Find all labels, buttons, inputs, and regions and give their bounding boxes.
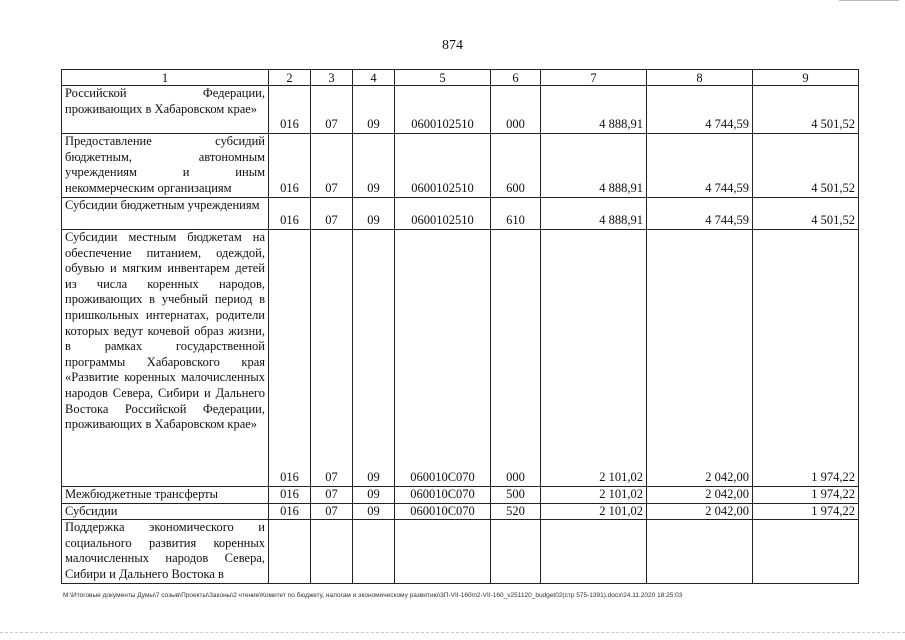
cell-expense-type: 500 [491,487,541,504]
cell-section [311,520,353,583]
cell-ministry-code: 016 [269,503,311,520]
table-row [62,487,859,504]
cell-target-article: 0600102510 [395,86,491,134]
budget-table [61,69,859,584]
cell-subsection: 09 [353,198,395,230]
cell-ministry-code: 016 [269,134,311,198]
cell-amount-year2: 4 744,59 [647,134,753,198]
cell-amount-year1 [541,520,647,583]
cell-ministry-code: 016 [269,230,311,487]
cell-section: 07 [311,503,353,520]
cell-section: 07 [311,487,353,504]
cell-amount-year3: 4 501,52 [753,86,859,134]
column-header: 8 [647,70,753,86]
column-header: 1 [62,70,269,86]
table-header-row [62,70,859,86]
cell-expense-type [491,520,541,583]
cell-amount-year3 [753,520,859,583]
column-header: 7 [541,70,647,86]
column-header: 5 [395,70,491,86]
row-name: Субсидии местным бюджетам на обеспечение питанием, одеждой, обувью и мягким инвентарем детей из числа коренных народов, проживающих в учебный период в пришкольных интернатах, родители которых ведут кочевой образ жизни, в рамках государственной программы Хабаровского края «Развитие коренных малочисленных народов Севера, Сибири и Дальнего Востока Российской Федерации, проживающих в Хабаровском крае» [62,230,269,487]
row-name: Субсидии [62,503,269,520]
table-row [62,134,859,198]
cell-section: 07 [311,198,353,230]
cell-amount-year2: 2 042,00 [647,487,753,504]
cell-target-article: 060010С070 [395,487,491,504]
table-row [62,230,859,487]
table-row [62,86,859,134]
cell-subsection: 09 [353,230,395,487]
cell-amount-year1: 4 888,91 [541,86,647,134]
cell-target-article [395,520,491,583]
cell-subsection: 09 [353,487,395,504]
cell-target-article: 060010С070 [395,503,491,520]
cell-section: 07 [311,134,353,198]
row-name: Российской Федерации, проживающих в Хабаровском крае» [62,86,269,134]
row-name: Поддержка экономического и социального развития коренных малочисленных народов Севера, Сибири и Дальнего Востока в [62,520,269,583]
row-name: Субсидии бюджетным учреждениям [62,198,269,230]
page-bottom-divider [0,632,905,633]
cell-target-article: 0600102510 [395,198,491,230]
cell-amount-year3: 1 974,22 [753,503,859,520]
cell-amount-year1: 4 888,91 [541,134,647,198]
cell-amount-year2 [647,520,753,583]
cell-subsection: 09 [353,86,395,134]
cell-expense-type: 000 [491,230,541,487]
cell-subsection: 09 [353,503,395,520]
cell-subsection [353,520,395,583]
column-header: 3 [311,70,353,86]
cell-target-article: 060010С070 [395,230,491,487]
cell-amount-year3: 1 974,22 [753,230,859,487]
column-header: 6 [491,70,541,86]
column-header: 4 [353,70,395,86]
cell-expense-type: 610 [491,198,541,230]
cell-amount-year1: 2 101,02 [541,487,647,504]
cell-amount-year1: 4 888,91 [541,198,647,230]
column-header: 2 [269,70,311,86]
cell-ministry-code [269,520,311,583]
cell-amount-year1: 2 101,02 [541,503,647,520]
cell-section: 07 [311,230,353,487]
cell-expense-type: 000 [491,86,541,134]
cell-amount-year3: 4 501,52 [753,198,859,230]
cell-section: 07 [311,86,353,134]
cell-expense-type: 600 [491,134,541,198]
table-row [62,503,859,520]
column-header: 9 [753,70,859,86]
cell-ministry-code: 016 [269,198,311,230]
cell-amount-year2: 4 744,59 [647,198,753,230]
cell-amount-year2: 2 042,00 [647,230,753,487]
cell-ministry-code: 016 [269,86,311,134]
top-edge-mark [839,0,899,3]
page-number: 874 [442,38,463,53]
footer-file-path: M:\Итоговые документы Думы\7 созыв\Проекты\Законы\2 чтение\Комитет по бюджету, налогам и экономическому развитию\3П-VII-160\п2-VII-160_v251120_budget02(стр 575-1391).docx\24.11.2020 18:25:03 [63,592,683,599]
cell-amount-year1: 2 101,02 [541,230,647,487]
table-row [62,520,859,583]
cell-subsection: 09 [353,134,395,198]
row-name: Межбюджетные трансферты [62,487,269,504]
cell-expense-type: 520 [491,503,541,520]
cell-target-article: 0600102510 [395,134,491,198]
cell-ministry-code: 016 [269,487,311,504]
table-row [62,198,859,230]
cell-amount-year2: 4 744,59 [647,86,753,134]
cell-amount-year3: 4 501,52 [753,134,859,198]
cell-amount-year2: 2 042,00 [647,503,753,520]
cell-amount-year3: 1 974,22 [753,487,859,504]
row-name: Предоставление субсидий бюджетным, автономным учреждениям и иным некоммерческим организациям [62,134,269,198]
